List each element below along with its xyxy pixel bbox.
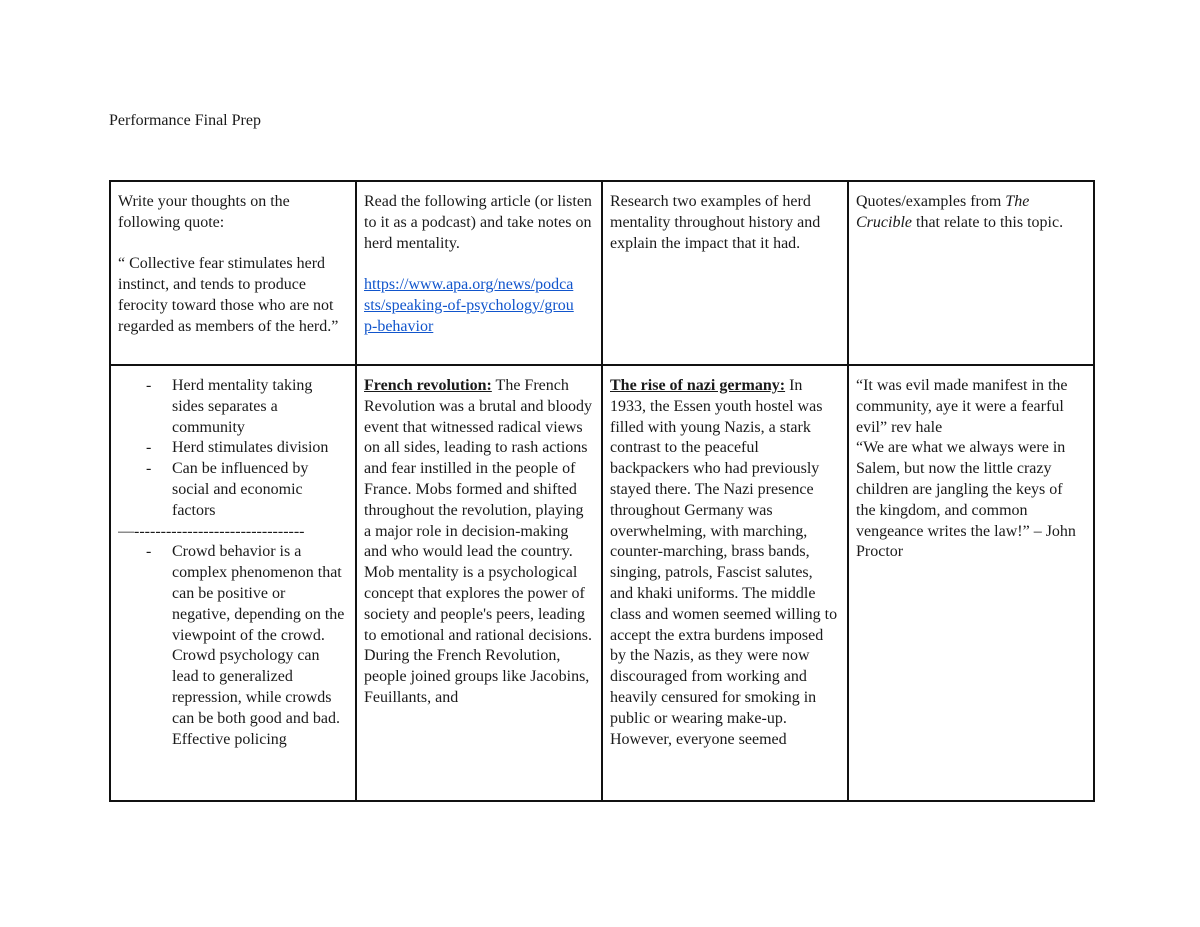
- header-cell-research-prompt[interactable]: [602, 181, 848, 365]
- prompt-quote: “ Collective fear stimulates herd instinct, and tends to produce ferocity toward those who are not regarded as members of the herd.”: [118, 255, 339, 335]
- dash-bullet: -: [146, 543, 152, 561]
- list-item: [118, 459, 347, 521]
- notes-cell-quote-thoughts[interactable]: [110, 365, 356, 801]
- table-header-row: [110, 181, 1094, 365]
- article-link[interactable]: https://www.apa.org/news/podcasts/speaking-of-psychology/group-behavior: [364, 276, 574, 335]
- article-prompt-text: Read the following article (or listen to it as a podcast) and take notes on herd mentality.: [364, 193, 592, 252]
- dash-bullet: -: [146, 377, 152, 394]
- dash-bullet: -: [146, 439, 152, 457]
- notes-cell-crucible-quotes[interactable]: [848, 365, 1094, 801]
- list-item-text: Herd stimulates division: [172, 439, 329, 457]
- text-divider: —--------------------------------: [118, 522, 305, 540]
- french-revolution-paragraph-1: The French Revolution was a brutal and bloody event that witnessed radical views on all sides, leading to rash actions and fear instilled in the people of France. Mobs formed and shifted throughout the revolution, playing a major role in decision-making and who would lead the country. Mob mentality is a psychological concept that explores the power of society and people's peers, leading to emotional and rational decisions.: [364, 377, 592, 644]
- crucible-quote-proctor: “We are what we always were in Salem, but now the little crazy children are jangling the keys of the kingdom, and common vengeance writes the law!” – John Proctor: [856, 439, 1076, 561]
- crucible-prompt-prefix: Quotes/examples from: [856, 193, 1006, 210]
- crucible-quote-hale: “It was evil made manifest in the community, aye it were a fearful evil” rev hale: [856, 377, 1068, 436]
- french-revolution-paragraph-2: During the French Revolution, people joined groups like Jacobins, Feuillants, and: [364, 647, 590, 706]
- header-cell-crucible-prompt[interactable]: [848, 181, 1094, 365]
- header-cell-article-prompt[interactable]: [356, 181, 602, 365]
- nazi-germany-paragraph: In 1933, the Essen youth hostel was filled with young Nazis, a stark contrast to the peaceful backpackers who had previously stayed there. The Nazi presence throughout Germany was overwhelming, with marching, counter-marching, brass bands, singing, patrols, Fascist salutes, and khaki uniforms. The middle class and women seemed willing to accept the extra burdens imposed by the Nazis, as they were now discouraged from working and heavily censured for smoking in public or wearing make-up. However, everyone seemed: [610, 377, 838, 748]
- list-item: [118, 542, 347, 750]
- notes-cell-history[interactable]: [602, 365, 848, 801]
- crucible-prompt-text: [856, 192, 1085, 234]
- list-item-text: Can be influenced by social and economic factors: [172, 460, 309, 519]
- thoughts-list-1: [118, 376, 347, 522]
- list-item: [118, 376, 347, 438]
- document-title: Performance Final Prep: [109, 112, 261, 129]
- list-item-text: Crowd behavior is a complex phenomenon that can be positive or negative, depending on the viewpoint of the crowd. Crowd psychology can lead to generalized repression, while crowds can be both good and bad. Effective policing: [172, 543, 345, 748]
- research-prompt-text: Research two examples of herd mentality throughout history and explain the impact that it had.: [610, 193, 821, 252]
- list-item-text: Herd mentality taking sides separates a community: [172, 377, 313, 436]
- thoughts-list-2: [118, 542, 347, 750]
- list-item: [118, 438, 347, 459]
- crucible-prompt-suffix: that relate to this topic.: [912, 213, 1064, 231]
- quote-prompt-text: Write your thoughts on the following quote:: [118, 193, 290, 231]
- french-revolution-heading: French revolution:: [364, 377, 492, 394]
- nazi-germany-notes: [610, 376, 839, 750]
- notes-cell-article[interactable]: [356, 365, 602, 801]
- nazi-germany-heading: The rise of nazi germany:: [610, 377, 786, 394]
- french-revolution-notes: [364, 376, 593, 646]
- header-cell-quote-prompt[interactable]: [110, 181, 356, 365]
- dash-bullet: -: [146, 460, 152, 478]
- prep-table: [109, 180, 1095, 802]
- table-body-row: [110, 365, 1094, 801]
- crucible-title: The Crucible: [856, 193, 1030, 231]
